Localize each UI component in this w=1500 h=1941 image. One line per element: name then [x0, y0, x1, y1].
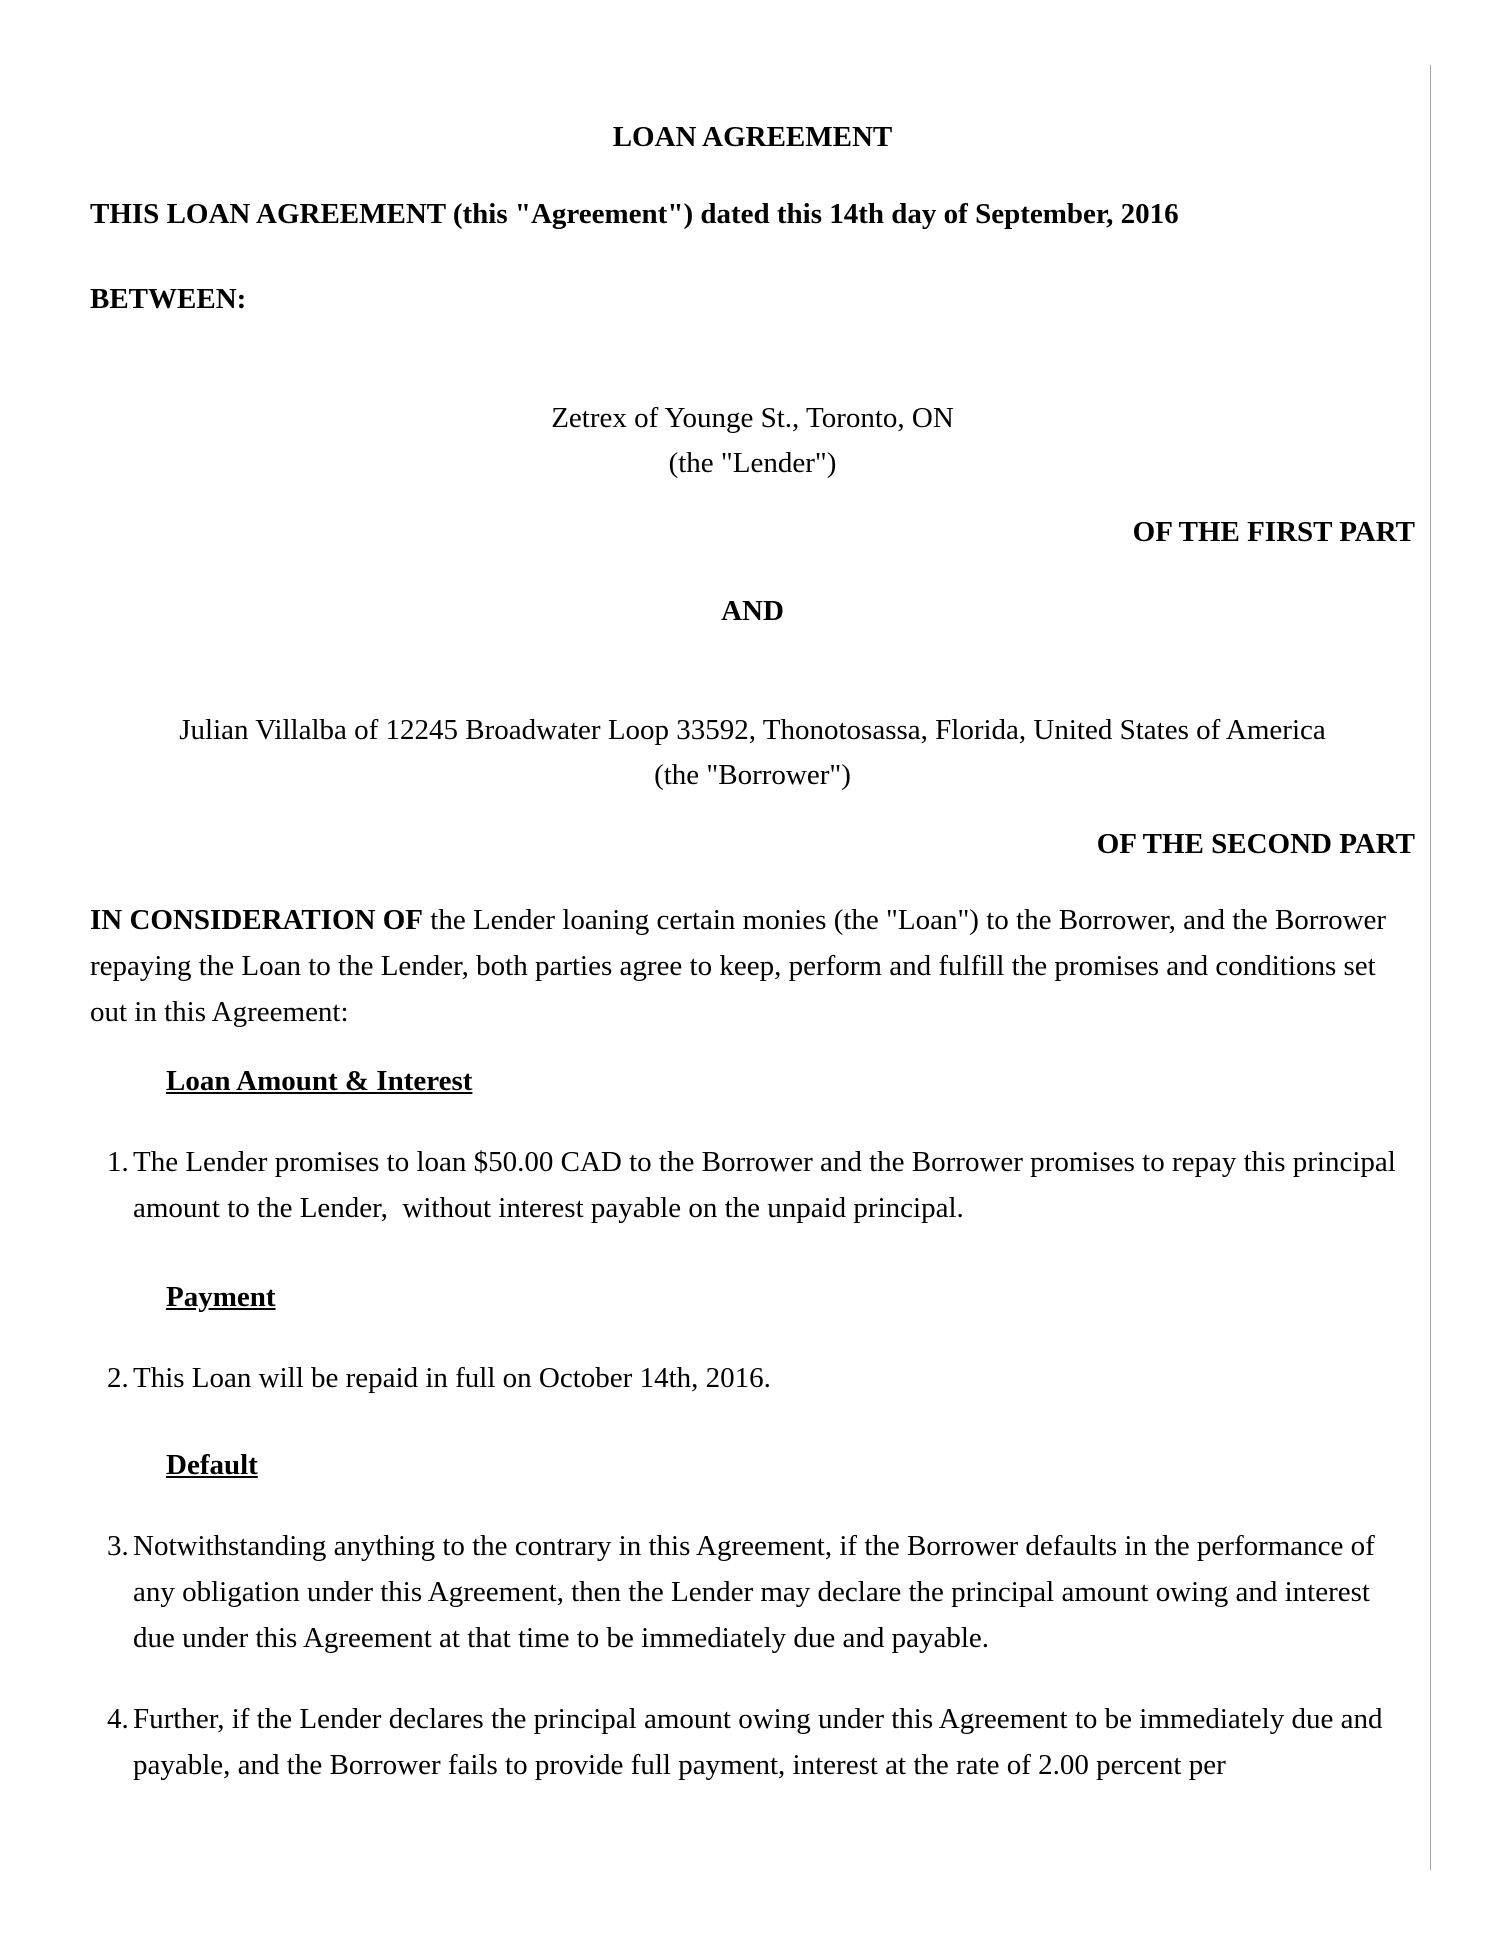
- list-item-text: Notwithstanding anything to the contrary in this Agreement, if the Borrower defaults in the performance of any obligation under this Agreement, then the Lender may declare the principal amount owing and interest due under this Agreement at that time to be immediately due and payable.: [133, 1530, 1383, 1654]
- list-item: [107, 1696, 1415, 1788]
- list-item-number: 3.: [107, 1530, 129, 1562]
- list-item-text: The Lender promises to loan $50.00 CAD to the Borrower and the Borrower promises to repay this principal amount to the Lender, without interest payable on the unpaid principal.: [133, 1146, 1404, 1224]
- between-label: BETWEEN:: [90, 283, 247, 315]
- lender-party-block: [90, 396, 1415, 486]
- page-edge-divider: [1430, 65, 1431, 1870]
- section-heading-loan-amount-interest: Loan Amount & Interest: [166, 1065, 473, 1097]
- borrower-name-line: Julian Villalba of 12245 Broadwater Loop 33592, Thonotosassa, Florida, United States of America: [179, 714, 1326, 746]
- consideration-bold-lead: IN CONSIDERATION OF: [90, 904, 424, 936]
- list-item-text: This Loan will be repaid in full on October 14th, 2016.: [133, 1362, 771, 1394]
- section-heading-default: Default: [166, 1449, 258, 1481]
- agreement-date-line: THIS LOAN AGREEMENT (this "Agreement") dated this 14th day of September, 2016: [90, 198, 1179, 230]
- borrower-party-block: [90, 708, 1415, 798]
- second-part-label: OF THE SECOND PART: [1096, 828, 1415, 860]
- list-item-number: 4.: [107, 1703, 129, 1735]
- list-item: [107, 1523, 1415, 1661]
- and-label: AND: [721, 595, 784, 627]
- consideration-paragraph: [90, 897, 1415, 1035]
- list-item: [107, 1355, 1415, 1401]
- list-item-number: 1.: [107, 1146, 129, 1178]
- first-part-label: OF THE FIRST PART: [1132, 516, 1415, 548]
- list-item: [107, 1139, 1415, 1231]
- borrower-role-line: (the "Borrower"): [654, 759, 851, 791]
- list-item-text: Further, if the Lender declares the principal amount owing under this Agreement to be immediately due and payable, and the Borrower fails to provide full payment, interest at the rate of 2.00 percent per: [133, 1703, 1390, 1781]
- list-item-number: 2.: [107, 1362, 129, 1394]
- consideration-text: the Lender loaning certain monies (the "Loan") to the Borrower, and the Borrower repaying the Loan to the Lender, both parties agree to keep, perform and fulfill the promises and conditions set out in this Agreement:: [90, 904, 1394, 1028]
- document-title: LOAN AGREEMENT: [612, 121, 893, 153]
- lender-name-line: Zetrex of Younge St., Toronto, ON: [551, 402, 954, 434]
- lender-role-line: (the "Lender"): [668, 447, 837, 479]
- section-heading-payment: Payment: [166, 1281, 276, 1313]
